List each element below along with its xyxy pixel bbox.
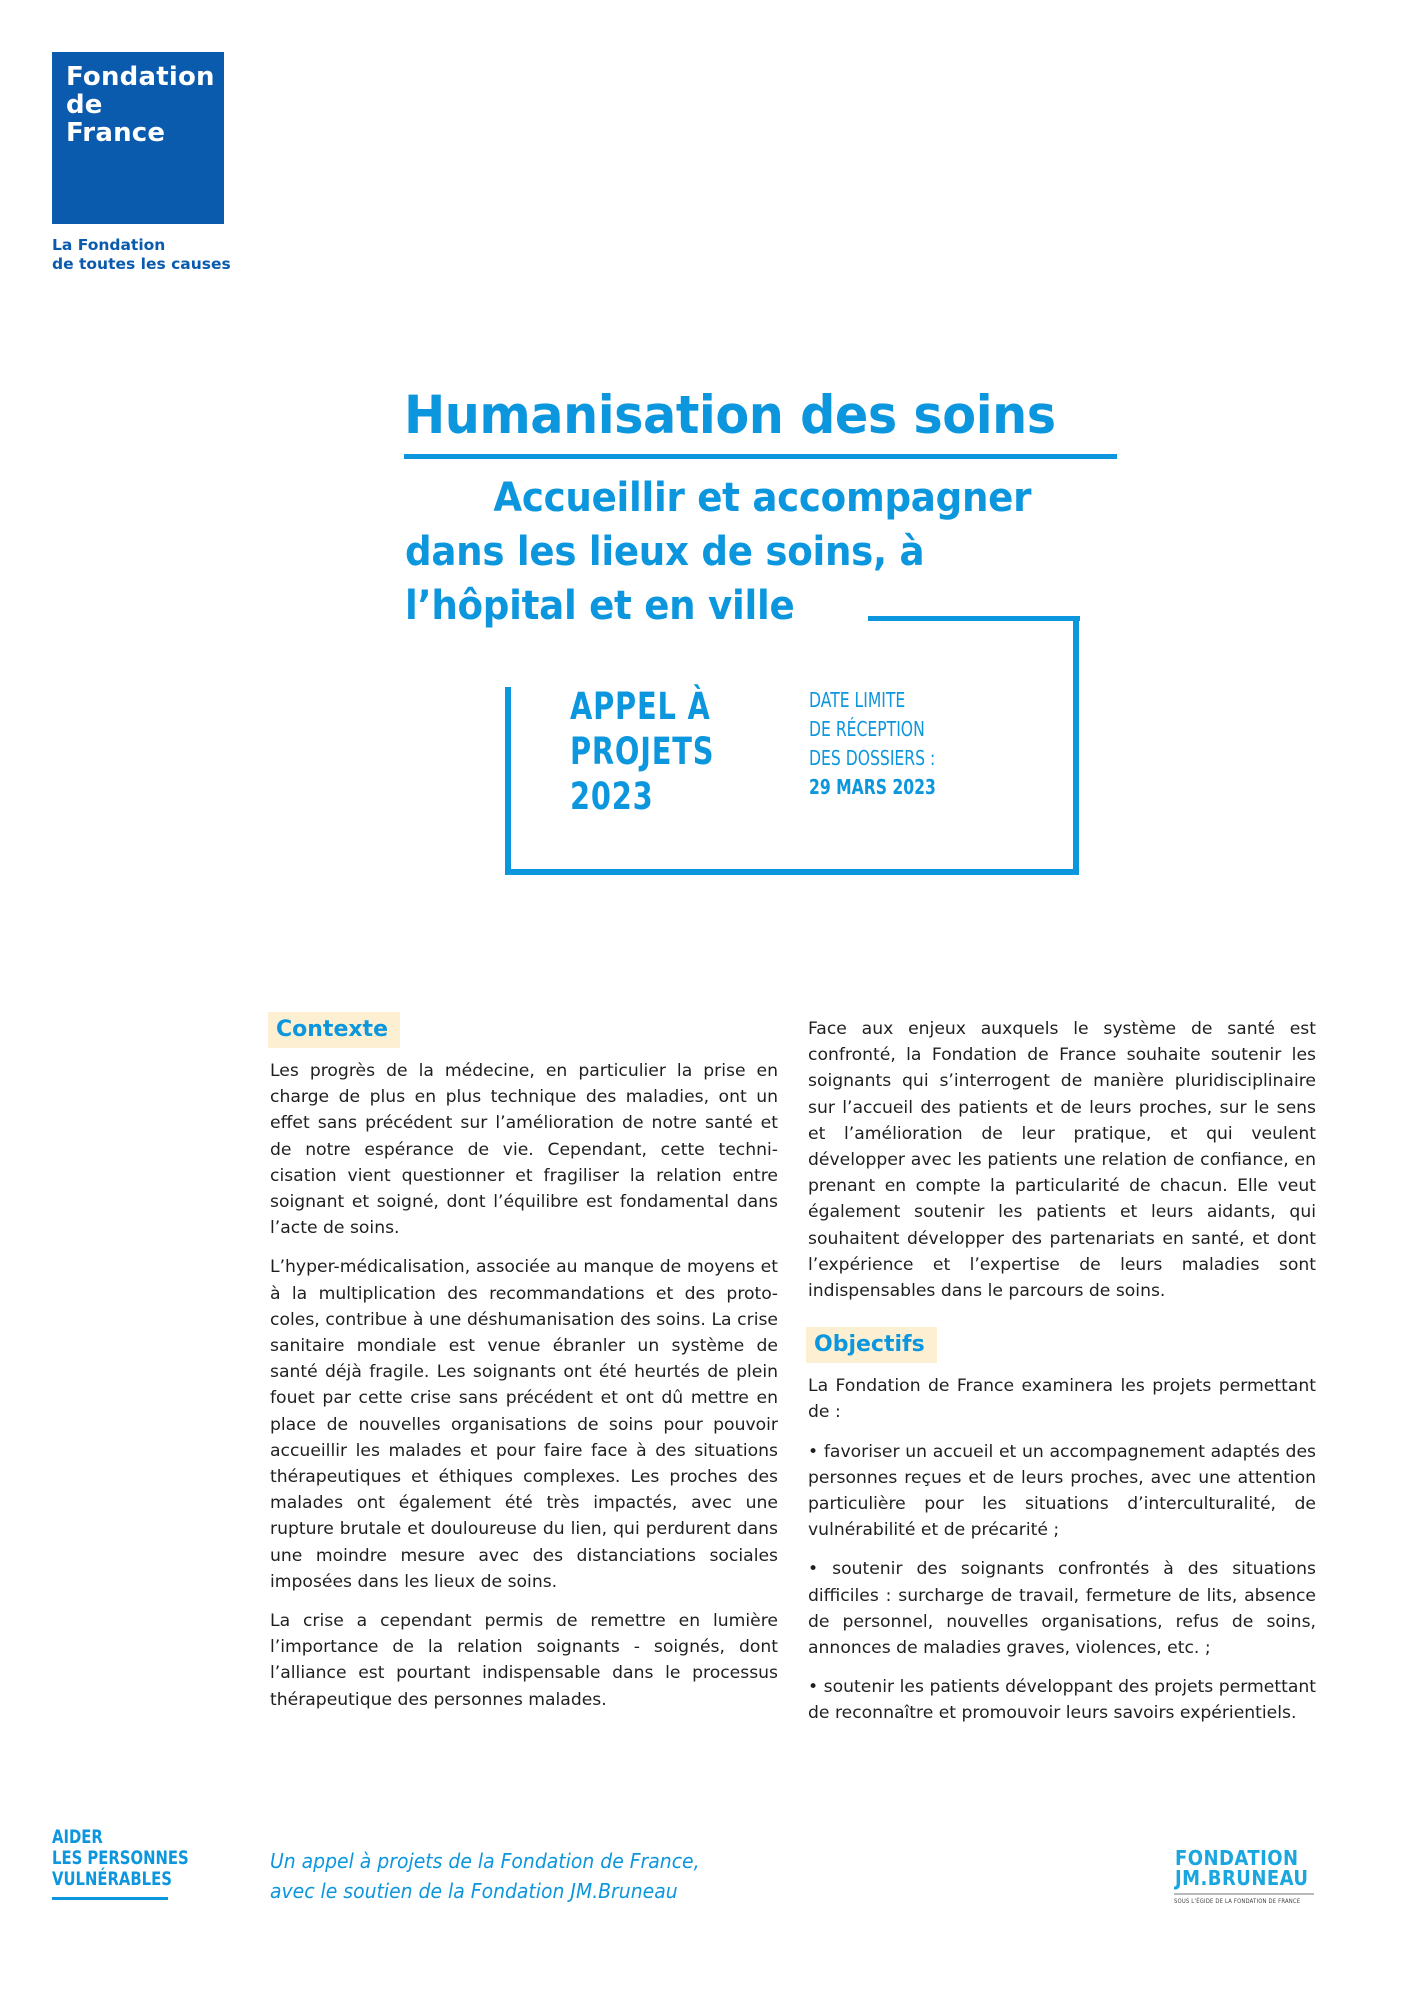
partner-logo-subtitle: SOUS L’ÉGIDE DE LA FONDATION DE FRANCE: [1174, 1898, 1301, 1905]
frame-border-right: [1073, 616, 1079, 875]
subtitle-line: Accueillir et accompagner: [493, 475, 1032, 521]
objectifs-bullet: • favoriser un accueil et un accompagnement adaptés des personnes reçues et de leurs proches, avec une attention particulière pour les situations d’interculturalité, de vulnérabilité et de précarité ;: [808, 1441, 1316, 1541]
deadline-label-line: DES DOSSIERS :: [809, 746, 936, 770]
objectifs-bullet: • soutenir les patients développant des projets permettant de reconnaître et promouvoir leurs savoirs expérientiels.: [808, 1677, 1316, 1724]
fondation-jm-bruneau-logo: [1175, 1848, 1309, 1888]
page-subtitle: [405, 471, 1145, 633]
title-underline: [404, 454, 1117, 459]
call-label-line: PROJETS: [570, 730, 715, 773]
credit-line: avec le soutien de la Fondation JM.Bruneau: [270, 1879, 678, 1903]
program-line: AIDER: [52, 1826, 103, 1848]
contexte-paragraph: Les progrès de la médecine, en particulier la prise en charge de plus en plus technique des maladies, ont un effet sans précédent sur l’amélioration de notre santé et de notre espérance de vie. Cependant, cette technicisation vient questionner et fragiliser la relation entre soignant et soigné, dont l’équilibre est fondamental dans l’acte de soins.: [270, 1061, 778, 1239]
objectifs-intro: La Fondation de France examinera les projets permettant de :: [808, 1376, 1316, 1423]
contexte-paragraph: La crise a cependant permis de remettre en lumière l’importance de la relation soignants - soignés, dont l’alliance est pourtant indispensable dans le processus thérapeutique des personnes malades.: [270, 1611, 778, 1710]
partner-logo-line: FONDATION: [1175, 1846, 1299, 1870]
program-line: LES PERSONNES: [52, 1847, 189, 1869]
objectifs-bullet: • soutenir des soignants confrontés à des situations difficiles : surcharge de travail, fermeture de lits, absence de personnel, nouvelles organisations, refus de soins, annonces de maladies graves, violences, etc. ;: [808, 1559, 1316, 1659]
program-line: VULNÉRABLES: [52, 1868, 172, 1890]
logo-line: de: [66, 90, 103, 120]
enjeux-paragraph: Face aux enjeux auxquels le système de santé est confronté, la Fondation de France souhaite soutenir les soignants qui s’interrogent de manière pluridisciplinaire sur l’accueil des patients et de leurs proches, sur le sens et l’amélioration de leur pratique, et qui veulent développer avec les patients une relation de confiance, en prenant en compte la particularité de chacun. Elle veut également soutenir les patients et leurs aidants, qui souhaitent développer des partenariats en santé, et dont l’expérience et l’expertise de leurs maladies sont indispensables dans le parcours de soins.: [808, 1019, 1316, 1302]
logo-line: Fondation: [66, 62, 215, 92]
subtitle-line: dans les lieux de soins, à: [405, 529, 925, 575]
subtitle-line: l’hôpital et en ville: [405, 583, 795, 629]
partner-logo-divider: [1174, 1893, 1314, 1895]
logo-line: France: [66, 118, 166, 148]
section-heading-objectifs: Objectifs: [806, 1327, 937, 1363]
tagline-line: de toutes les causes: [52, 255, 231, 273]
credit-line: Un appel à projets de la Fondation de France,: [270, 1849, 700, 1873]
call-for-projects-label: [570, 684, 714, 819]
right-column: [808, 1016, 1316, 1740]
frame-border-bottom: [505, 869, 1079, 875]
frame-border-left: [505, 687, 511, 875]
contexte-section: [270, 1012, 778, 1726]
section-heading-contexte: Contexte: [268, 1012, 400, 1048]
page-title: Humanisation des soins: [404, 385, 1056, 446]
program-underline: [52, 1897, 168, 1900]
deadline-label-line: DE RÉCEPTION: [809, 717, 925, 741]
call-label-line: APPEL À: [570, 685, 711, 728]
deadline-date: 29 MARS 2023: [809, 775, 936, 799]
logo-wordmark: [66, 63, 215, 147]
call-label-line: 2023: [570, 775, 654, 818]
credit-text: [270, 1846, 700, 1906]
frame-border-top: [868, 616, 1080, 621]
logo-tagline: [52, 236, 231, 274]
deadline-label-line: DATE LIMITE: [809, 688, 906, 712]
tagline-line: La Fondation: [52, 236, 166, 254]
partner-logo-line: JM.BRUNEAU: [1175, 1866, 1309, 1890]
deadline-block: [809, 686, 936, 802]
fondation-de-france-logo: [52, 52, 224, 224]
program-label: [52, 1827, 189, 1890]
contexte-paragraph: L’hyper-médicalisation, associée au manque de moyens et à la multiplication des recommandations et des protocoles, contribue à une déshumanisation des soins. La crise sanitaire mondiale est venue ébranler un système de santé déjà fragile. Les soignants ont été heurtés de plein fouet par cette crise sans précédent et ont dû mettre en place de nouvelles organisations de soins pour pouvoir accueillir les malades et pour faire face à des situations thérapeutiques et éthiques complexes. Les proches des malades ont également été très impactés, avec une rupture brutale et douloureuse du lien, qui perdurent dans une moindre mesure avec des distanciations sociales imposées dans les lieux de soins.: [270, 1257, 778, 1592]
